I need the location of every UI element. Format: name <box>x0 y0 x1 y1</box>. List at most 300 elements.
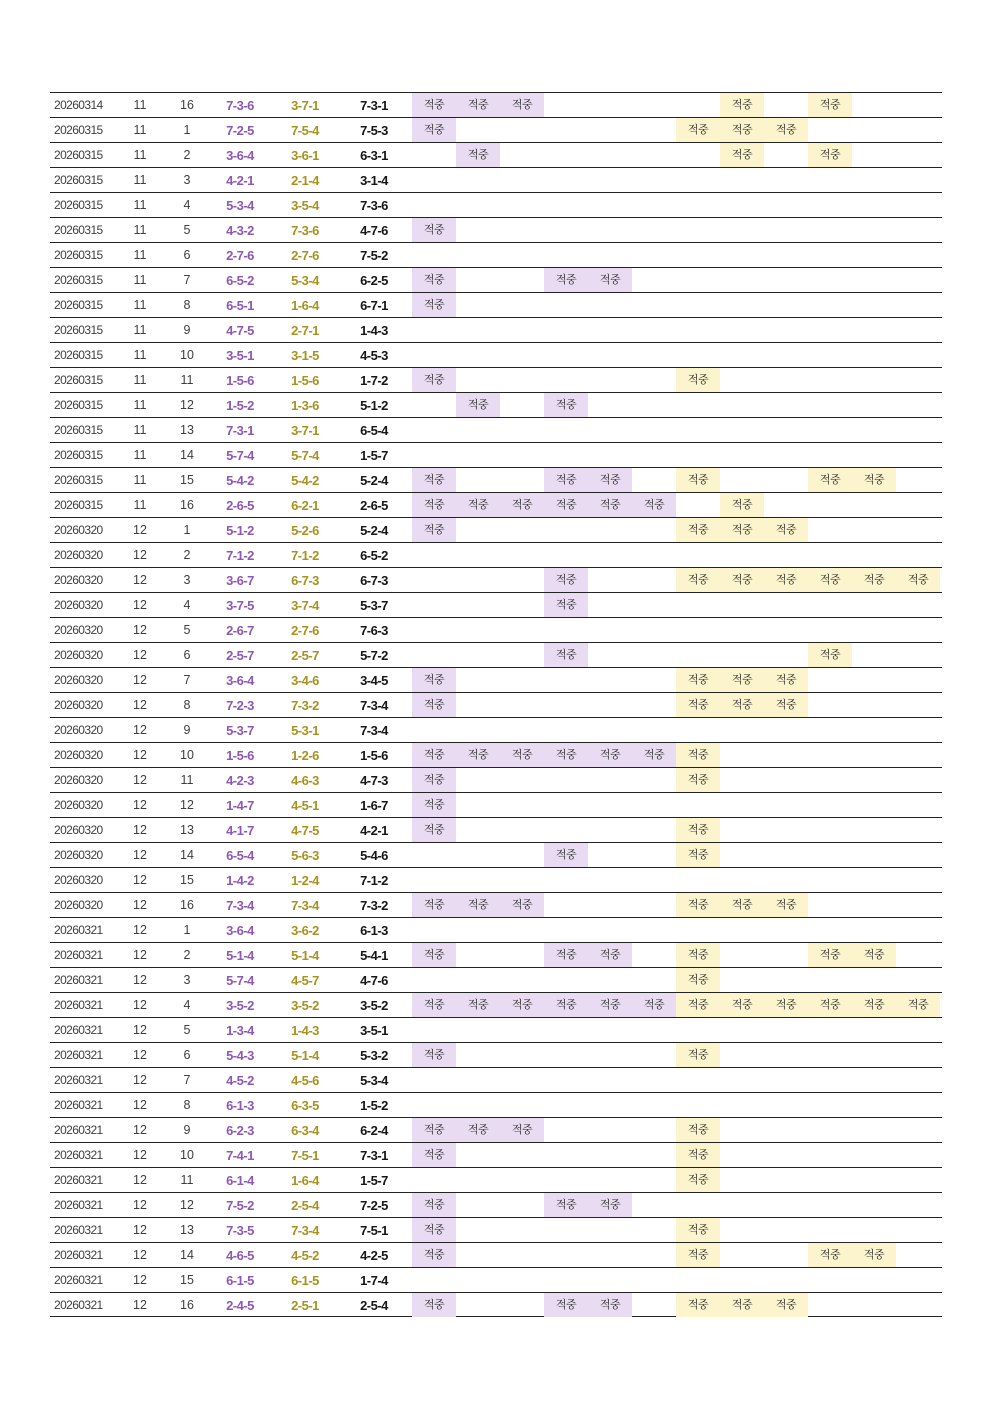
purple-hit-cell-1: 적중 <box>412 768 456 792</box>
yellow-hit-cell-5 <box>852 1143 896 1167</box>
purple-hit-cell-3 <box>500 1268 544 1292</box>
purple-hit-cell-3 <box>500 443 544 467</box>
purple-hit-cell-2 <box>456 1268 500 1292</box>
date-cell: 20260320 <box>54 748 103 762</box>
purple-hit-cell-4 <box>544 93 588 117</box>
yellow-hit-cell-6 <box>896 743 940 767</box>
yellow-hit-cell-5 <box>852 93 896 117</box>
table-row <box>50 1217 942 1242</box>
round-cell: 12 <box>133 1173 147 1187</box>
round-cell: 11 <box>133 248 147 262</box>
yellow-hit-cell-5 <box>852 643 896 667</box>
purple-hit-cell-4: 적중 <box>544 943 588 967</box>
combo3-cell: 5-3-2 <box>360 1047 388 1063</box>
round-cell: 11 <box>133 98 147 112</box>
combo3-cell: 1-4-3 <box>360 322 388 338</box>
table-row <box>50 817 942 842</box>
round-cell: 11 <box>133 273 147 287</box>
purple-hit-cell-1: 적중 <box>412 368 456 392</box>
purple-hit-cell-1: 적중 <box>412 268 456 292</box>
purple-hit-cell-5 <box>588 1243 632 1267</box>
purple-hit-cell-2 <box>456 668 500 692</box>
yellow-hit-cell-3 <box>764 718 808 742</box>
round-cell: 12 <box>133 723 147 737</box>
date-cell: 20260320 <box>54 898 103 912</box>
yellow-hit-cell-5 <box>852 818 896 842</box>
combo1-cell: 2-5-7 <box>226 647 254 663</box>
purple-hit-cell-5 <box>588 118 632 142</box>
purple-hit-cell-2 <box>456 1193 500 1217</box>
purple-hit-cell-3 <box>500 343 544 367</box>
combo2-cell: 5-2-6 <box>291 522 319 538</box>
purple-hit-cell-4 <box>544 1043 588 1067</box>
combo3-cell: 5-3-7 <box>360 597 388 613</box>
purple-hit-cell-3 <box>500 718 544 742</box>
combo2-cell: 3-5-4 <box>291 197 319 213</box>
round-cell: 12 <box>133 648 147 662</box>
table-row <box>50 142 942 167</box>
purple-hit-cell-3 <box>500 1018 544 1042</box>
yellow-hit-cell-6 <box>896 768 940 792</box>
purple-hit-cell-5: 적중 <box>588 943 632 967</box>
round-cell: 11 <box>133 173 147 187</box>
combo3-cell: 6-7-3 <box>360 572 388 588</box>
purple-hit-cell-5 <box>588 318 632 342</box>
purple-hit-cell-6 <box>632 643 676 667</box>
yellow-hit-cell-4 <box>808 268 852 292</box>
combo2-cell: 3-7-1 <box>291 97 319 113</box>
purple-hit-cell-2 <box>456 268 500 292</box>
yellow-hit-cell-6 <box>896 393 940 417</box>
yellow-hit-cell-5 <box>852 593 896 617</box>
yellow-hit-cell-1 <box>676 193 720 217</box>
purple-hit-cell-1: 적중 <box>412 743 456 767</box>
yellow-hit-cell-4 <box>808 618 852 642</box>
table-row <box>50 167 942 192</box>
yellow-hit-cell-3 <box>764 218 808 242</box>
combo3-cell: 5-3-4 <box>360 1072 388 1088</box>
yellow-hit-cell-1: 적중 <box>676 368 720 392</box>
purple-hit-cell-1 <box>412 543 456 567</box>
purple-hit-cell-4: 적중 <box>544 643 588 667</box>
date-cell: 20260321 <box>54 1123 103 1137</box>
yellow-hit-cell-5 <box>852 743 896 767</box>
combo3-cell: 4-2-1 <box>360 822 388 838</box>
combo2-cell: 1-5-6 <box>291 372 319 388</box>
combo3-cell: 4-7-6 <box>360 972 388 988</box>
yellow-hit-cell-2 <box>720 1093 764 1117</box>
combo2-cell: 5-4-2 <box>291 472 319 488</box>
combo2-cell: 3-7-4 <box>291 597 319 613</box>
table-row <box>50 1017 942 1042</box>
round-cell: 11 <box>133 423 147 437</box>
date-cell: 20260321 <box>54 1248 103 1262</box>
purple-hit-cell-5 <box>588 568 632 592</box>
yellow-hit-cell-3 <box>764 843 808 867</box>
yellow-hit-cell-5 <box>852 618 896 642</box>
round-cell: 12 <box>133 1073 147 1087</box>
purple-hit-cell-4: 적중 <box>544 743 588 767</box>
purple-hit-cell-3: 적중 <box>500 893 544 917</box>
yellow-hit-cell-3 <box>764 643 808 667</box>
yellow-hit-cell-2 <box>720 1243 764 1267</box>
combo3-cell: 5-2-4 <box>360 522 388 538</box>
yellow-hit-cell-4 <box>808 118 852 142</box>
table-row <box>50 992 942 1017</box>
yellow-hit-cell-4 <box>808 1093 852 1117</box>
yellow-hit-cell-4 <box>808 193 852 217</box>
combo2-cell: 5-1-4 <box>291 947 319 963</box>
purple-hit-cell-4 <box>544 668 588 692</box>
yellow-hit-cell-2 <box>720 368 764 392</box>
table-row <box>50 267 942 292</box>
purple-hit-cell-2 <box>456 918 500 942</box>
purple-hit-cell-4: 적중 <box>544 393 588 417</box>
purple-hit-cell-4 <box>544 243 588 267</box>
yellow-hit-cell-4 <box>808 768 852 792</box>
table-row <box>50 442 942 467</box>
table-row <box>50 567 942 592</box>
purple-hit-cell-3 <box>500 943 544 967</box>
purple-hit-cell-3 <box>500 1218 544 1242</box>
yellow-hit-cell-1: 적중 <box>676 518 720 542</box>
seq-cell: 8 <box>183 298 191 312</box>
purple-hit-cell-6: 적중 <box>632 743 676 767</box>
purple-hit-cell-4: 적중 <box>544 843 588 867</box>
purple-hit-cell-2 <box>456 518 500 542</box>
yellow-hit-cell-2 <box>720 318 764 342</box>
purple-hit-cell-1: 적중 <box>412 993 456 1017</box>
purple-hit-cell-6 <box>632 1068 676 1092</box>
yellow-hit-cell-6 <box>896 893 940 917</box>
combo1-cell: 1-5-2 <box>226 397 254 413</box>
yellow-hit-cell-1 <box>676 718 720 742</box>
combo2-cell: 3-1-5 <box>291 347 319 363</box>
yellow-hit-cell-2 <box>720 1168 764 1192</box>
purple-hit-cell-5: 적중 <box>588 268 632 292</box>
purple-hit-cell-1: 적중 <box>412 1243 456 1267</box>
yellow-hit-cell-4: 적중 <box>808 568 852 592</box>
combo3-cell: 6-5-4 <box>360 422 388 438</box>
yellow-hit-cell-6 <box>896 493 940 517</box>
yellow-hit-cell-4 <box>808 393 852 417</box>
purple-hit-cell-3 <box>500 518 544 542</box>
purple-hit-cell-2 <box>456 793 500 817</box>
yellow-hit-cell-5 <box>852 393 896 417</box>
combo2-cell: 1-2-4 <box>291 872 319 888</box>
round-cell: 12 <box>133 998 147 1012</box>
purple-hit-cell-6 <box>632 668 676 692</box>
yellow-hit-cell-2 <box>720 393 764 417</box>
date-cell: 20260320 <box>54 723 103 737</box>
date-cell: 20260320 <box>54 673 103 687</box>
purple-hit-cell-1 <box>412 868 456 892</box>
combo1-cell: 5-4-2 <box>226 472 254 488</box>
yellow-hit-cell-1 <box>676 493 720 517</box>
combo3-cell: 7-3-4 <box>360 697 388 713</box>
yellow-hit-cell-1: 적중 <box>676 568 720 592</box>
yellow-hit-cell-1: 적중 <box>676 818 720 842</box>
yellow-hit-cell-1 <box>676 443 720 467</box>
combo3-cell: 2-6-5 <box>360 497 388 513</box>
purple-hit-cell-1 <box>412 1068 456 1092</box>
table-row <box>50 1292 942 1317</box>
combo2-cell: 3-6-1 <box>291 147 319 163</box>
purple-hit-cell-4 <box>544 718 588 742</box>
combo2-cell: 5-1-4 <box>291 1047 319 1063</box>
round-cell: 12 <box>133 598 147 612</box>
combo2-cell: 1-4-3 <box>291 1022 319 1038</box>
combo2-cell: 2-7-1 <box>291 322 319 338</box>
date-cell: 20260320 <box>54 873 103 887</box>
purple-hit-cell-5: 적중 <box>588 1193 632 1217</box>
purple-hit-cell-3: 적중 <box>500 93 544 117</box>
purple-hit-cell-3 <box>500 1068 544 1092</box>
seq-cell: 8 <box>183 698 191 712</box>
purple-hit-cell-1: 적중 <box>412 693 456 717</box>
table-row <box>50 617 942 642</box>
table-row <box>50 692 942 717</box>
date-cell: 20260320 <box>54 698 103 712</box>
purple-hit-cell-1 <box>412 443 456 467</box>
date-cell: 20260315 <box>54 348 103 362</box>
table-row <box>50 967 942 992</box>
purple-hit-cell-1: 적중 <box>412 1118 456 1142</box>
yellow-hit-cell-6 <box>896 168 940 192</box>
purple-hit-cell-2: 적중 <box>456 893 500 917</box>
yellow-hit-cell-1 <box>676 343 720 367</box>
purple-hit-cell-2 <box>456 718 500 742</box>
purple-hit-cell-6 <box>632 1193 676 1217</box>
yellow-hit-cell-6 <box>896 368 940 392</box>
yellow-hit-cell-3: 적중 <box>764 118 808 142</box>
purple-hit-cell-2 <box>456 593 500 617</box>
combo2-cell: 2-1-4 <box>291 172 319 188</box>
purple-hit-cell-5 <box>588 1093 632 1117</box>
combo3-cell: 1-5-6 <box>360 747 388 763</box>
purple-hit-cell-6 <box>632 1118 676 1142</box>
yellow-hit-cell-4 <box>808 1193 852 1217</box>
purple-hit-cell-6 <box>632 1293 676 1317</box>
yellow-hit-cell-6 <box>896 143 940 167</box>
round-cell: 11 <box>133 348 147 362</box>
combo3-cell: 1-5-7 <box>360 1172 388 1188</box>
purple-hit-cell-4 <box>544 143 588 167</box>
purple-hit-cell-6 <box>632 693 676 717</box>
purple-hit-cell-6 <box>632 1143 676 1167</box>
yellow-hit-cell-6 <box>896 593 940 617</box>
purple-hit-cell-2 <box>456 568 500 592</box>
yellow-hit-cell-3 <box>764 368 808 392</box>
yellow-hit-cell-6 <box>896 843 940 867</box>
yellow-hit-cell-6 <box>896 943 940 967</box>
yellow-hit-cell-2 <box>720 468 764 492</box>
yellow-hit-cell-6 <box>896 1293 940 1317</box>
purple-hit-cell-3 <box>500 218 544 242</box>
yellow-hit-cell-4 <box>808 293 852 317</box>
date-cell: 20260315 <box>54 148 103 162</box>
purple-hit-cell-1: 적중 <box>412 468 456 492</box>
purple-hit-cell-6: 적중 <box>632 493 676 517</box>
table-row <box>50 667 942 692</box>
purple-hit-cell-2: 적중 <box>456 93 500 117</box>
seq-cell: 11 <box>180 1173 194 1187</box>
purple-hit-cell-5 <box>588 968 632 992</box>
table-row <box>50 367 942 392</box>
round-cell: 11 <box>133 323 147 337</box>
purple-hit-cell-5 <box>588 543 632 567</box>
purple-hit-cell-5 <box>588 218 632 242</box>
yellow-hit-cell-5 <box>852 368 896 392</box>
yellow-hit-cell-4 <box>808 718 852 742</box>
yellow-hit-cell-5 <box>852 1043 896 1067</box>
yellow-hit-cell-3 <box>764 868 808 892</box>
date-cell: 20260321 <box>54 1298 103 1312</box>
combo1-cell: 7-5-2 <box>226 1197 254 1213</box>
round-cell: 12 <box>133 1148 147 1162</box>
table-row <box>50 92 942 117</box>
yellow-hit-cell-5 <box>852 1193 896 1217</box>
purple-hit-cell-1: 적중 <box>412 1043 456 1067</box>
yellow-hit-cell-2 <box>720 293 764 317</box>
purple-hit-cell-5 <box>588 768 632 792</box>
purple-hit-cell-5 <box>588 368 632 392</box>
table-row <box>50 1117 942 1142</box>
purple-hit-cell-2 <box>456 443 500 467</box>
round-cell: 12 <box>133 573 147 587</box>
combo3-cell: 4-2-5 <box>360 1247 388 1263</box>
date-cell: 20260321 <box>54 1073 103 1087</box>
yellow-hit-cell-6 <box>896 1168 940 1192</box>
yellow-hit-cell-1 <box>676 143 720 167</box>
seq-cell: 2 <box>183 148 191 162</box>
purple-hit-cell-2 <box>456 1168 500 1192</box>
purple-hit-cell-4 <box>544 1243 588 1267</box>
yellow-hit-cell-2: 적중 <box>720 493 764 517</box>
purple-hit-cell-5 <box>588 343 632 367</box>
yellow-hit-cell-6 <box>896 343 940 367</box>
yellow-hit-cell-5 <box>852 1018 896 1042</box>
purple-hit-cell-6 <box>632 468 676 492</box>
purple-hit-cell-1 <box>412 1168 456 1192</box>
combo1-cell: 1-3-4 <box>226 1022 254 1038</box>
combo2-cell: 5-6-3 <box>291 847 319 863</box>
yellow-hit-cell-4 <box>808 893 852 917</box>
yellow-hit-cell-1: 적중 <box>676 693 720 717</box>
combo2-cell: 3-5-2 <box>291 997 319 1013</box>
combo3-cell: 5-1-2 <box>360 397 388 413</box>
date-cell: 20260321 <box>54 1223 103 1237</box>
purple-hit-cell-3: 적중 <box>500 743 544 767</box>
yellow-hit-cell-5: 적중 <box>852 1243 896 1267</box>
round-cell: 11 <box>133 198 147 212</box>
purple-hit-cell-4 <box>544 518 588 542</box>
seq-cell: 12 <box>180 798 194 812</box>
purple-hit-cell-5 <box>588 843 632 867</box>
purple-hit-cell-6 <box>632 343 676 367</box>
purple-hit-cell-1: 적중 <box>412 818 456 842</box>
round-cell: 11 <box>133 448 147 462</box>
round-cell: 11 <box>133 398 147 412</box>
purple-hit-cell-1 <box>412 918 456 942</box>
round-cell: 12 <box>133 623 147 637</box>
purple-hit-cell-6 <box>632 1018 676 1042</box>
combo1-cell: 5-3-7 <box>226 722 254 738</box>
purple-hit-cell-1 <box>412 418 456 442</box>
yellow-hit-cell-1 <box>676 268 720 292</box>
purple-hit-cell-4 <box>544 968 588 992</box>
purple-hit-cell-4 <box>544 893 588 917</box>
purple-hit-cell-1 <box>412 318 456 342</box>
purple-hit-cell-3 <box>500 393 544 417</box>
combo1-cell: 5-4-3 <box>226 1047 254 1063</box>
purple-hit-cell-2 <box>456 618 500 642</box>
purple-hit-cell-3 <box>500 268 544 292</box>
purple-hit-cell-2 <box>456 243 500 267</box>
seq-cell: 13 <box>180 1223 194 1237</box>
purple-hit-cell-2 <box>456 1068 500 1092</box>
seq-cell: 10 <box>180 348 194 362</box>
seq-cell: 9 <box>183 323 191 337</box>
purple-hit-cell-1 <box>412 1268 456 1292</box>
purple-hit-cell-2 <box>456 368 500 392</box>
date-cell: 20260315 <box>54 298 103 312</box>
yellow-hit-cell-2: 적중 <box>720 118 764 142</box>
combo1-cell: 5-1-4 <box>226 947 254 963</box>
purple-hit-cell-6 <box>632 818 676 842</box>
purple-hit-cell-6 <box>632 718 676 742</box>
purple-hit-cell-2 <box>456 843 500 867</box>
yellow-hit-cell-5 <box>852 118 896 142</box>
combo3-cell: 7-3-6 <box>360 197 388 213</box>
purple-hit-cell-3 <box>500 193 544 217</box>
yellow-hit-cell-4 <box>808 743 852 767</box>
round-cell: 12 <box>133 848 147 862</box>
yellow-hit-cell-1 <box>676 793 720 817</box>
yellow-hit-cell-5 <box>852 293 896 317</box>
yellow-hit-cell-2 <box>720 1218 764 1242</box>
purple-hit-cell-5 <box>588 243 632 267</box>
combo2-cell: 6-3-5 <box>291 1097 319 1113</box>
yellow-hit-cell-1 <box>676 93 720 117</box>
yellow-hit-cell-2: 적중 <box>720 568 764 592</box>
seq-cell: 16 <box>180 498 194 512</box>
purple-hit-cell-5 <box>588 1143 632 1167</box>
yellow-hit-cell-3 <box>764 1043 808 1067</box>
purple-hit-cell-2 <box>456 943 500 967</box>
yellow-hit-cell-5 <box>852 968 896 992</box>
purple-hit-cell-1 <box>412 843 456 867</box>
seq-cell: 14 <box>180 848 194 862</box>
yellow-hit-cell-1: 적중 <box>676 468 720 492</box>
yellow-hit-cell-1: 적중 <box>676 1218 720 1242</box>
purple-hit-cell-1: 적중 <box>412 793 456 817</box>
yellow-hit-cell-6 <box>896 868 940 892</box>
combo2-cell: 5-3-1 <box>291 722 319 738</box>
purple-hit-cell-5 <box>588 718 632 742</box>
combo3-cell: 7-3-4 <box>360 722 388 738</box>
table-row <box>50 117 942 142</box>
round-cell: 12 <box>133 1248 147 1262</box>
yellow-hit-cell-3 <box>764 768 808 792</box>
yellow-hit-cell-2 <box>720 443 764 467</box>
yellow-hit-cell-4 <box>808 1293 852 1317</box>
purple-hit-cell-1: 적중 <box>412 518 456 542</box>
seq-cell: 1 <box>183 123 191 137</box>
date-cell: 20260320 <box>54 773 103 787</box>
purple-hit-cell-1 <box>412 143 456 167</box>
purple-hit-cell-3 <box>500 843 544 867</box>
